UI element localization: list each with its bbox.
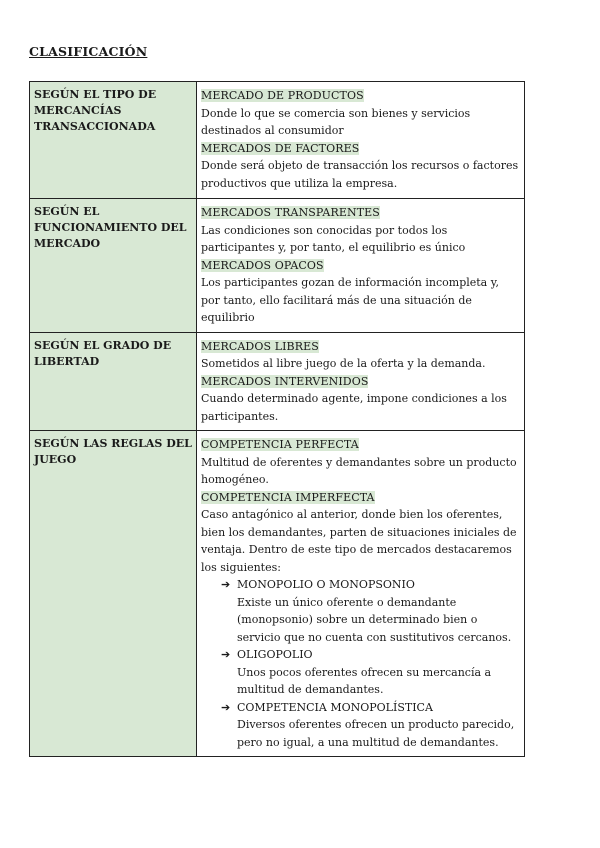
list-item	[221, 646, 520, 699]
page-title: CLASIFICACIÓN	[29, 44, 148, 59]
subitem-heading: COMPETENCIA MONOPOLÍSTICA	[237, 700, 433, 714]
list-item	[221, 576, 520, 646]
table-row	[30, 431, 525, 757]
row-description	[197, 199, 525, 333]
market-types-list	[201, 576, 520, 751]
item-heading: MERCADOS OPACOS	[201, 258, 324, 272]
row-description	[197, 82, 525, 199]
row-description	[197, 332, 525, 431]
table-row	[30, 332, 525, 431]
item-text: Donde será objeto de transacción los recursos o factores productivos que utiliza la empresa.	[201, 159, 519, 190]
table-row	[30, 82, 525, 199]
row-category: SEGÚN EL TIPO DE MERCANCÍAS TRANSACCIONADA	[30, 82, 197, 199]
item-heading: MERCADOS TRANSPARENTES	[201, 206, 380, 219]
item-text: Donde lo que se comercia son bienes y servicios destinados al consumidor	[201, 106, 471, 137]
subitem-heading: OLIGOPOLIO	[237, 648, 313, 661]
item-text: Caso antagónico al anterior, donde bien los oferentes, bien los demandantes, parten de situaciones iniciales de ventaja. Dentro de este tipo de mercados destacaremos los siguientes:	[201, 508, 517, 574]
item-text: Multitud de oferentes y demandantes sobre un producto homogéneo.	[201, 455, 517, 486]
item-text: Cuando determinado agente, impone condiciones a los participantes.	[201, 392, 507, 423]
item-heading: COMPETENCIA PERFECTA	[201, 438, 359, 451]
row-category: SEGÚN EL GRADO DE LIBERTAD	[30, 332, 197, 431]
classification-table	[29, 81, 525, 757]
subitem-text: Unos pocos oferentes ofrecen su mercancía a multitud de demandantes.	[237, 665, 492, 696]
item-text: Sometidos al libre juego de la oferta y la demanda.	[201, 357, 486, 370]
item-heading: MERCADOS DE FACTORES	[201, 141, 360, 155]
table-row	[30, 199, 525, 333]
row-category: SEGÚN LAS REGLAS DEL JUEGO	[30, 431, 197, 757]
arrow-right-icon: ➔	[221, 578, 231, 591]
item-heading: MERCADOS INTERVENIDOS	[201, 374, 369, 388]
item-text: Las condiciones son conocidas por todos los participantes y, por tanto, el equilibrio es único	[201, 223, 466, 254]
row-description	[197, 431, 525, 757]
item-text: Los participantes gozan de información incompleta y, por tanto, ello facilitará más de una situación de equilibrio	[201, 276, 499, 324]
arrow-right-icon: ➔	[221, 648, 231, 661]
subitem-text: Diversos oferentes ofrecen un producto parecido, pero no igual, a una multitud de demandantes.	[237, 718, 515, 749]
row-category: SEGÚN EL FUNCIONAMIENTO DEL MERCADO	[30, 199, 197, 333]
subitem-text: Existe un único oferente o demandante (monopsonio) sobre un determinado bien o servicio que no cuenta con sustitutivos cercanos.	[237, 595, 512, 644]
item-heading: MERCADOS LIBRES	[201, 339, 319, 353]
subitem-heading: MONOPOLIO O MONOPSONIO	[237, 578, 415, 591]
item-heading: COMPETENCIA IMPERFECTA	[201, 490, 375, 504]
arrow-right-icon: ➔	[221, 700, 231, 714]
list-item	[221, 699, 520, 752]
item-heading: MERCADO DE PRODUCTOS	[201, 89, 364, 102]
